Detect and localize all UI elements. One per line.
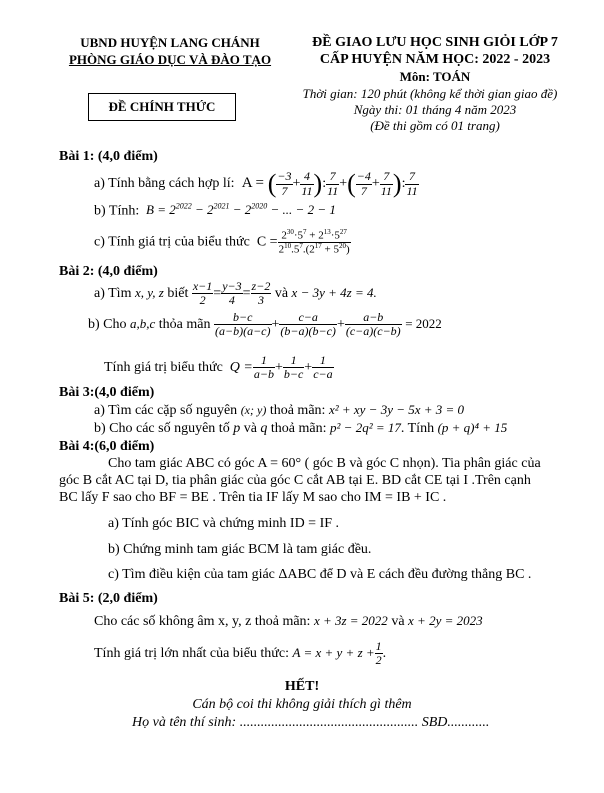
office-name: PHÒNG GIÁO DỤC VÀ ĐÀO TẠO [68, 52, 272, 67]
bai2-a-and: và [274, 285, 289, 301]
bai2-b-label: b) Cho [88, 316, 127, 332]
proctor-note: Cán bộ coi thi không giải thích gì thêm [192, 697, 412, 712]
bai3-b-tinh: . Tính [400, 421, 435, 436]
bai5-l1 [94, 613, 483, 630]
exam-subject: Môn: TOÁN [399, 69, 471, 84]
bai3-b [94, 420, 507, 437]
bai2-a: a) Tìm x, y, z biết $\frac{x-1}{2}$ = $\frac{y-3}{4}$ = $\frac{z-2}{3}$ và x − 3y + 4z = 4. [94, 279, 377, 308]
bai5-va: và [391, 614, 405, 629]
bai2-title: Bài 2: (4,0 điểm) [59, 264, 158, 279]
candidate-info: Họ và tên thí sinh: ................................................... SBD............ [132, 715, 490, 730]
bai5-l1-label: Cho các số không âm x, y, z thoả mãn: [94, 614, 311, 629]
bai2-b-mid: thỏa mãn [158, 316, 211, 332]
bai3-b-expr: (p + q)⁴ + 15 [437, 420, 508, 435]
bai2-c: Tính giá trị biểu thức Q = $\frac{1}{a-b}$ + $\frac{1}{b-c}$ + $\frac{1}{c-a}$ [104, 353, 333, 382]
bai2-b: b) Cho a,b,c thỏa mãn $\frac{b-c}{(a-b)(a-c)}$ + $\frac{c-a}{(b-a)(b-c)}$ + $\frac{a-b}{(c-a)(c-b)}$ = 2022 [88, 310, 442, 339]
bai3-a-pair: (x; y) [240, 403, 267, 417]
bai2-b-eq: = 2022 [405, 315, 442, 331]
bai4-title: Bài 4:(6,0 điểm) [59, 439, 155, 454]
exam-time: Thời gian: 120 phút (không kể thời gian giao đề) [302, 86, 558, 101]
official-label: ĐỀ CHÍNH THỨC [108, 99, 216, 114]
bai3-a-mid: thoả mãn: [269, 403, 326, 418]
bai1-a: a) Tính bằng cách hợp lí: A = ( $\frac{-3}{7}$ + $\frac{4}{11}$ ): $\frac{7}{11}$ +( $\frac{-4}{7}$ + $\frac{7}{11}$ ): $\frac{7}{11}$ [94, 169, 418, 198]
bai5-title: Bài 5: (2,0 điểm) [59, 591, 158, 606]
bai1-c: c) Tính giá trị của biểu thức C = $\frac{2^{30}\cdot 5^7 + 2^{13}\cdot 5^{27}}{2^{10}.5^7.(2^{17} + 5^{20})}$ [94, 228, 350, 256]
bai3-b-va: và [243, 421, 257, 436]
exam-title: ĐỀ GIAO LƯU HỌC SINH GIỎI LỚP 7 [312, 35, 558, 50]
bai4-p2: góc B cắt AC tại D, tia phân giác của góc C cắt AB tại E. BD cắt CE tại I .Trên cạnh [59, 473, 531, 488]
exam-date: Ngày thi: 01 tháng 4 năm 2023 [353, 102, 517, 117]
bai3-b-q: q [260, 421, 268, 436]
bai1-b: b) Tính: $B = 2^{2022} - 2^{2021} - 2^{2020}$ − ... − 2 − 1 [94, 202, 336, 219]
bai5-eq1: x + 3z = 2022 [313, 613, 388, 628]
bai5-l2-label: Tính giá trị lớn nhất của biểu thức: [94, 645, 289, 661]
bai5-expr: A = x + y + z + [292, 644, 375, 660]
bai4-c: c) Tìm điều kiện của tam giác ΔABC để D và E cách đều đường thẳng BC . [108, 567, 532, 582]
bai4-p1: Cho tam giác ABC có góc A = 60° ( góc B và góc C nhọn). Tia phân giác của [108, 456, 541, 471]
bai2-a-label: a) Tìm [94, 285, 132, 301]
bai2-a-mid: biết [167, 285, 189, 301]
exam-pages: (Đề thi gồm có 01 trang) [370, 118, 500, 133]
bai2-b-vars: a,b,c [130, 315, 156, 331]
bai3-title: Bài 3:(4,0 điểm) [59, 385, 155, 400]
bai1-c-label: c) Tính giá trị của biểu thức [94, 234, 250, 250]
exam-level: CẤP HUYỆN NĂM HỌC: 2022 - 2023 [319, 52, 551, 67]
bai3-b-mid: thoả mãn: [270, 421, 327, 436]
bai3-a-label: a) Tìm các cặp số nguyên [94, 403, 238, 418]
bai4-b: b) Chứng minh tam giác BCM là tam giác đều. [108, 542, 372, 557]
department-name: UBND HUYỆN LANG CHÁNH [80, 35, 260, 50]
bai4-a: a) Tính góc BIC và chứng minh ID = IF . [108, 516, 340, 531]
bai1-title: Bài 1: (4,0 điểm) [59, 149, 158, 164]
bai1-b-label: b) Tính: [94, 203, 140, 219]
bai2-c-label: Tính giá trị biểu thức [104, 359, 223, 375]
bai1-a-label: a) Tính bằng cách hợp lí: [94, 176, 235, 192]
bai3-a-eq: x² + xy − 3y − 5x + 3 = 0 [328, 402, 465, 417]
bai4-p3: BC lấy F sao cho BF = BE . Trên tia IF lấy M sao cho IM = IB + IC . [59, 490, 447, 505]
bai3-b-eq: p² − 2q² = 17 [330, 420, 401, 435]
bai3-b-p: p [233, 421, 241, 436]
bai5-eq2: x + 2y = 2023 [408, 613, 483, 628]
bai5-l2: Tính giá trị lớn nhất của biểu thức: A = x + y + z + $\frac{1}{2}$ . [94, 639, 387, 668]
bai2-a-vars: x, y, z [134, 284, 164, 300]
bai3-b-label: b) Cho các số nguyên tố [94, 421, 230, 436]
end-label: HẾT! [284, 679, 320, 694]
bai2-a-eq: x − 3y + 4z = 4. [291, 284, 377, 300]
bai3-a [94, 402, 464, 419]
